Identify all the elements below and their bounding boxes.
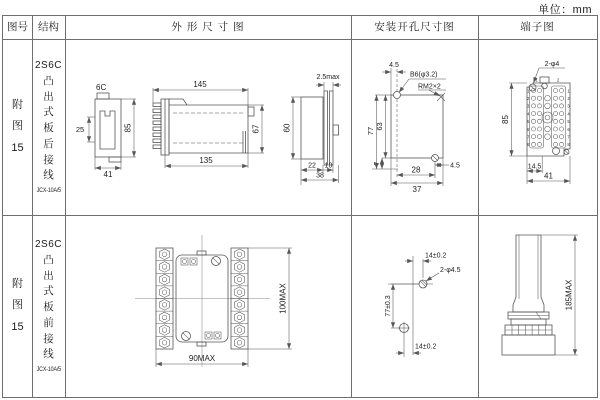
dimension-table bbox=[2, 15, 598, 398]
install-drawing-front-wiring bbox=[351, 215, 478, 397]
dim-outline2-height: 100MAX bbox=[278, 283, 288, 314]
row2-fig-cell bbox=[3, 215, 32, 397]
header-install: 安装开孔尺寸图 bbox=[374, 21, 455, 33]
dim-rear-total: 38 bbox=[316, 172, 324, 180]
structure-desc: 凸出式板前接线 bbox=[43, 253, 54, 361]
dim-rear-w1: 22 bbox=[308, 162, 316, 170]
terminal-row-number: 3 bbox=[527, 103, 530, 109]
rear-view bbox=[283, 74, 342, 185]
header-structure: 结构 bbox=[38, 21, 59, 33]
header-terminal: 端子图 bbox=[520, 21, 555, 33]
terminal-row-number: 6 bbox=[527, 126, 530, 132]
terminal-row-number: 8 bbox=[527, 142, 530, 148]
drill-template bbox=[366, 62, 460, 194]
outline-drawing-front-wiring bbox=[65, 215, 351, 397]
row1-fig-cell bbox=[3, 39, 32, 215]
terminal-row-number: 7 bbox=[527, 134, 530, 140]
terminal-row-number: 2 bbox=[527, 96, 530, 101]
structure-type: 2S6C bbox=[34, 238, 62, 250]
terminal-row-number: 1 bbox=[567, 88, 570, 94]
terminal-row-number: 5 bbox=[567, 119, 570, 125]
header-outline: 外 形 尺 寸 图 bbox=[171, 21, 245, 33]
fig-char: 附 bbox=[12, 277, 23, 290]
dim-rear-top: 2.5max bbox=[316, 74, 340, 81]
terminal-top-num-left: 1 bbox=[535, 77, 538, 83]
structure-desc: 凸出式板后接线 bbox=[43, 74, 54, 182]
terminal-row-number: 3 bbox=[567, 103, 570, 109]
terminal-row-number: 7 bbox=[567, 134, 570, 140]
dim-offset-top: 4.5 bbox=[389, 62, 399, 69]
terminal-row-number: 4 bbox=[527, 111, 530, 117]
structure-type: 2S6C bbox=[34, 59, 62, 71]
holes-spec-label: 2-φ4.5 bbox=[440, 267, 461, 274]
side-view bbox=[153, 80, 264, 168]
outline-drawing-rear-wiring bbox=[65, 39, 351, 215]
dim-terminal-height: 85 bbox=[501, 115, 510, 124]
structure-model: JCX-10A/5 bbox=[36, 366, 61, 374]
terminal-top-num-right: 2 bbox=[556, 77, 560, 83]
terminal-row-number: 4 bbox=[567, 111, 570, 117]
terminal-row-number: 1 bbox=[527, 88, 530, 94]
header-fig-no: 图号 bbox=[7, 21, 28, 33]
row1-structure-cell bbox=[32, 39, 65, 215]
dim-front-width: 41 bbox=[103, 170, 113, 179]
dim-width-outer: 37 bbox=[412, 185, 422, 194]
dim-terminal-width: 41 bbox=[544, 171, 553, 181]
dim-front-left: 25 bbox=[75, 125, 85, 134]
fig-number: 15 bbox=[11, 141, 24, 154]
side-profile-drawing bbox=[478, 215, 597, 397]
structure-model: JCX-10A/5 bbox=[36, 187, 61, 195]
dim-front-height: 85 bbox=[123, 123, 133, 133]
mount-holes-label: 2-φ4 bbox=[544, 61, 560, 68]
fig-char: 图 bbox=[12, 120, 23, 133]
front-view bbox=[76, 83, 136, 179]
dim-rear-height: 60 bbox=[282, 123, 292, 133]
front-panel-view bbox=[135, 235, 292, 367]
dim-side-bottom: 135 bbox=[199, 156, 213, 165]
fig-char: 图 bbox=[12, 299, 23, 312]
dim-offset-bottom-left: 7 bbox=[374, 161, 382, 166]
fig-char: 附 bbox=[12, 98, 23, 111]
fig-number: 15 bbox=[11, 320, 24, 333]
terminal-row-number: 2 bbox=[567, 96, 570, 101]
dim-install2-bottom: 14±0.2 bbox=[415, 343, 437, 351]
dim-install2-height: 77±0.3 bbox=[384, 295, 392, 317]
dim-width-inner: 28 bbox=[411, 165, 421, 175]
install-drawing-rear-wiring bbox=[351, 39, 478, 215]
dim-rear-w2: 10 bbox=[324, 162, 333, 170]
drill-template-2 bbox=[385, 253, 461, 358]
dim-outline2-width: 90MAX bbox=[188, 354, 216, 363]
dim-side-top: 145 bbox=[193, 80, 207, 89]
terminal-drawing-rear-wiring bbox=[478, 39, 597, 215]
dim-height-outer: 77 bbox=[366, 126, 376, 136]
dim-profile-height: 185MAX bbox=[564, 279, 574, 311]
row2-structure-cell bbox=[32, 215, 65, 397]
dim-terminal-half-width: 14.5 bbox=[527, 163, 542, 171]
dim-offset-right: 4.5 bbox=[450, 162, 460, 170]
dim-install2-top: 14±0.2 bbox=[425, 252, 447, 260]
terminal-row-number: 5 bbox=[527, 119, 530, 125]
terminal-row-numbers bbox=[527, 88, 570, 147]
terminal-block bbox=[501, 61, 570, 184]
hole-spec-label: B6(φ3.2) bbox=[410, 71, 438, 79]
dim-side-height: 67 bbox=[251, 124, 261, 134]
dim-height-inner: 63 bbox=[375, 122, 385, 131]
thread-spec-label: RM2×2 bbox=[418, 83, 441, 91]
terminal-row-number: 8 bbox=[567, 142, 570, 148]
terminal-row-number: 6 bbox=[567, 126, 570, 132]
unit-label: 单位：mm bbox=[538, 4, 592, 16]
relay-profile bbox=[502, 235, 578, 355]
front-case-label: 6C bbox=[96, 83, 107, 92]
